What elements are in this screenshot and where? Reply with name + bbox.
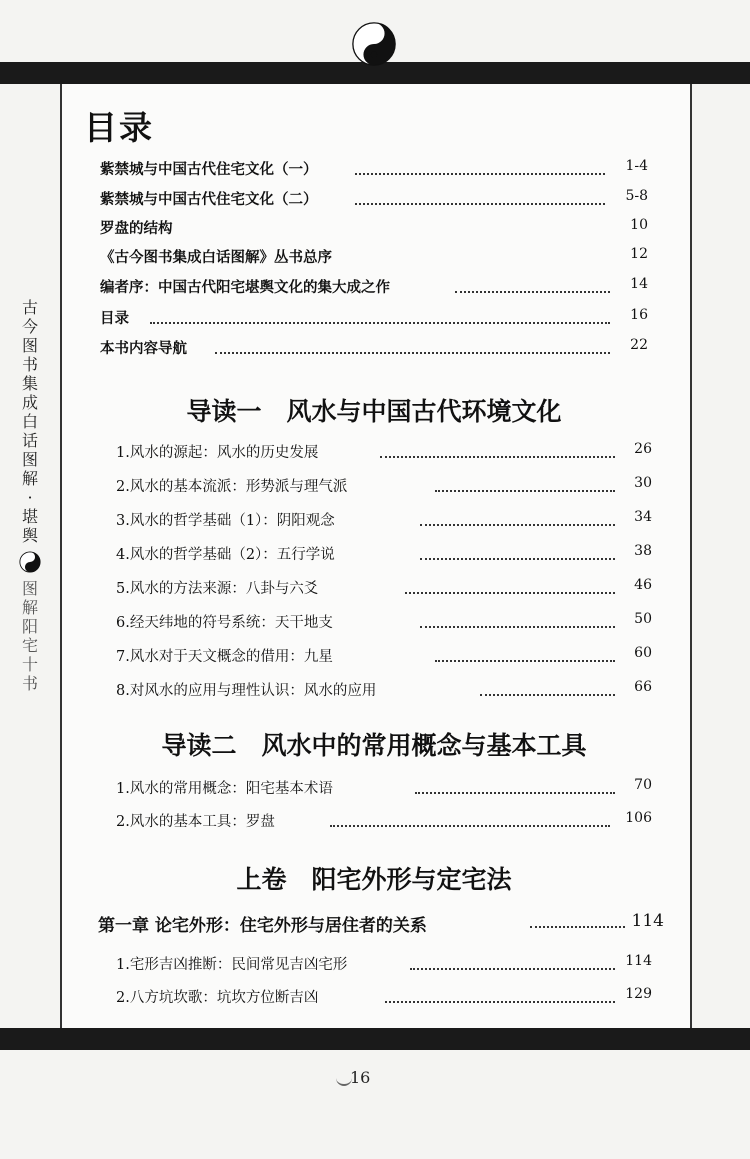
page-number-text: 16 xyxy=(350,1068,371,1087)
page-number xyxy=(350,1068,370,1087)
toc-entry-title: 4.风水的哲学基础（2）：五行学说 xyxy=(116,547,335,563)
toc-entry-title: 2.风水的基本工具：罗盘 xyxy=(116,814,275,830)
side-char: 图 xyxy=(21,336,38,355)
toc-entry[interactable] xyxy=(0,986,750,1012)
section-heading: 导读二 风水中的常用概念与基本工具 xyxy=(161,731,587,760)
toc-entry-title: 编者序：中国古代阳宅堪舆文化的集大成之作 xyxy=(100,279,390,296)
toc-entry[interactable] xyxy=(0,777,750,803)
toc-entry-page: 1-4 xyxy=(625,158,648,174)
side-char: 舆 xyxy=(21,526,38,545)
toc-entry[interactable] xyxy=(0,158,750,184)
side-subtitle-char: 图 xyxy=(21,579,38,598)
toc-entry[interactable] xyxy=(0,188,750,214)
side-char: 成 xyxy=(21,393,38,412)
toc-entry-page: 70 xyxy=(634,777,652,793)
toc-entry[interactable] xyxy=(0,577,750,603)
toc-entry-page: 30 xyxy=(634,475,652,491)
side-subtitle-char: 阳 xyxy=(21,617,38,636)
side-subtitle-char: 书 xyxy=(21,674,38,693)
toc-entry[interactable] xyxy=(0,645,750,671)
toc-leader xyxy=(330,825,610,827)
side-subtitle-char: 宅 xyxy=(21,636,38,655)
toc-leader xyxy=(215,352,610,354)
toc-entry-page: 129 xyxy=(625,986,652,1002)
toc-entry-page: 114 xyxy=(625,953,652,969)
toc-leader xyxy=(455,291,610,293)
toc-entry-title: 7.风水对于天文概念的借用：九星 xyxy=(116,649,333,665)
side-subtitle-char: 解 xyxy=(21,598,38,617)
toc-entry-page: 14 xyxy=(630,276,648,292)
side-char: 古 xyxy=(21,298,38,317)
toc-entry-title: 罗盘的结构 xyxy=(100,220,173,237)
toc-entry-title: 《古今图书集成白话图解》丛书总序 xyxy=(100,249,332,266)
toc-leader xyxy=(415,792,615,794)
toc-leader xyxy=(380,456,615,458)
toc-leader xyxy=(150,322,610,324)
toc-entry[interactable] xyxy=(0,679,750,705)
toc-entry[interactable] xyxy=(0,217,750,243)
toc-entry-page: 12 xyxy=(630,246,648,262)
toc-leader xyxy=(410,968,615,970)
toc-entry-page: 106 xyxy=(625,810,652,826)
toc-entry-page: 34 xyxy=(634,509,652,525)
toc-entry-page: 50 xyxy=(634,611,652,627)
toc-entry[interactable] xyxy=(0,246,750,272)
toc-entry-title: 紫禁城与中国古代住宅文化（二） xyxy=(100,191,318,208)
toc-leader xyxy=(435,490,615,492)
side-char: 图 xyxy=(21,450,38,469)
toc-leader xyxy=(405,592,615,594)
side-char: 今 xyxy=(21,317,38,336)
toc-leader xyxy=(420,626,615,628)
side-char: 集 xyxy=(21,374,38,393)
toc-entry-page: 38 xyxy=(634,543,652,559)
toc-leader xyxy=(355,203,605,205)
toc-leader xyxy=(420,524,615,526)
toc-entry-title: 8.对风水的应用与理性认识：风水的应用 xyxy=(116,683,377,699)
toc-entry-title: 3.风水的哲学基础（1）：阴阳观念 xyxy=(116,513,335,529)
toc-entry-title: 目录 xyxy=(100,310,129,327)
toc-entry-title: 1.风水的源起：风水的历史发展 xyxy=(116,445,319,461)
toc-leader xyxy=(530,926,625,928)
toc-entry[interactable] xyxy=(0,337,750,363)
toc-entry-page: 22 xyxy=(630,337,648,353)
toc-entry[interactable] xyxy=(0,441,750,467)
chapter-title: 第一章 论宅外形：住宅外形与居住者的关系 xyxy=(98,916,427,936)
toc-entry[interactable] xyxy=(0,810,750,836)
page-title: 目录 xyxy=(84,108,154,147)
chapter-page: 114 xyxy=(631,911,664,931)
toc-entry-title: 1.风水的常用概念：阳宅基本术语 xyxy=(116,781,333,797)
chapter-entry[interactable] xyxy=(0,911,750,937)
toc-entry-title: 2.风水的基本流派：形势派与理气派 xyxy=(116,479,348,495)
bottom-band xyxy=(0,1028,750,1050)
side-char: 书 xyxy=(21,355,38,374)
toc-entry-page: 46 xyxy=(634,577,652,593)
yin-yang-icon xyxy=(352,22,396,66)
toc-entry-title: 2.八方坑坎歌：坑坎方位断吉凶 xyxy=(116,990,319,1006)
side-char: 白 xyxy=(21,412,38,431)
side-char: 解 xyxy=(21,469,38,488)
toc-entry[interactable] xyxy=(0,276,750,302)
toc-entry-page: 26 xyxy=(634,441,652,457)
toc-entry[interactable] xyxy=(0,307,750,333)
toc-entry-page: 10 xyxy=(630,217,648,233)
toc-entry-page: 60 xyxy=(634,645,652,661)
toc-leader xyxy=(435,660,615,662)
toc-entry-title: 本书内容导航 xyxy=(100,340,187,357)
side-char: 堪 xyxy=(21,507,38,526)
toc-entry-title: 1.宅形吉凶推断：民间常见吉凶宅形 xyxy=(116,957,348,973)
side-char: · xyxy=(27,488,33,507)
toc-entry[interactable] xyxy=(0,509,750,535)
toc-leader xyxy=(385,1001,615,1003)
toc-entry-title: 6.经天纬地的符号系统：天干地支 xyxy=(116,615,333,631)
toc-leader xyxy=(355,173,605,175)
toc-entry[interactable] xyxy=(0,475,750,501)
toc-entry-page: 66 xyxy=(634,679,652,695)
side-subtitle-char: 十 xyxy=(21,655,38,674)
toc-leader xyxy=(480,694,615,696)
volume-heading: 上卷 阳宅外形与定宅法 xyxy=(236,865,512,894)
toc-entry[interactable] xyxy=(0,611,750,637)
side-char: 话 xyxy=(21,431,38,450)
toc-entry-page: 16 xyxy=(630,307,648,323)
toc-entry-title: 5.风水的方法来源：八卦与六爻 xyxy=(116,581,319,597)
section-heading: 导读一 风水与中国古代环境文化 xyxy=(186,397,562,426)
toc-entry-page: 5-8 xyxy=(625,188,648,204)
toc-entry[interactable] xyxy=(0,543,750,569)
toc-entry[interactable] xyxy=(0,953,750,979)
toc-leader xyxy=(420,558,615,560)
toc-entry-title: 紫禁城与中国古代住宅文化（一） xyxy=(100,161,318,178)
